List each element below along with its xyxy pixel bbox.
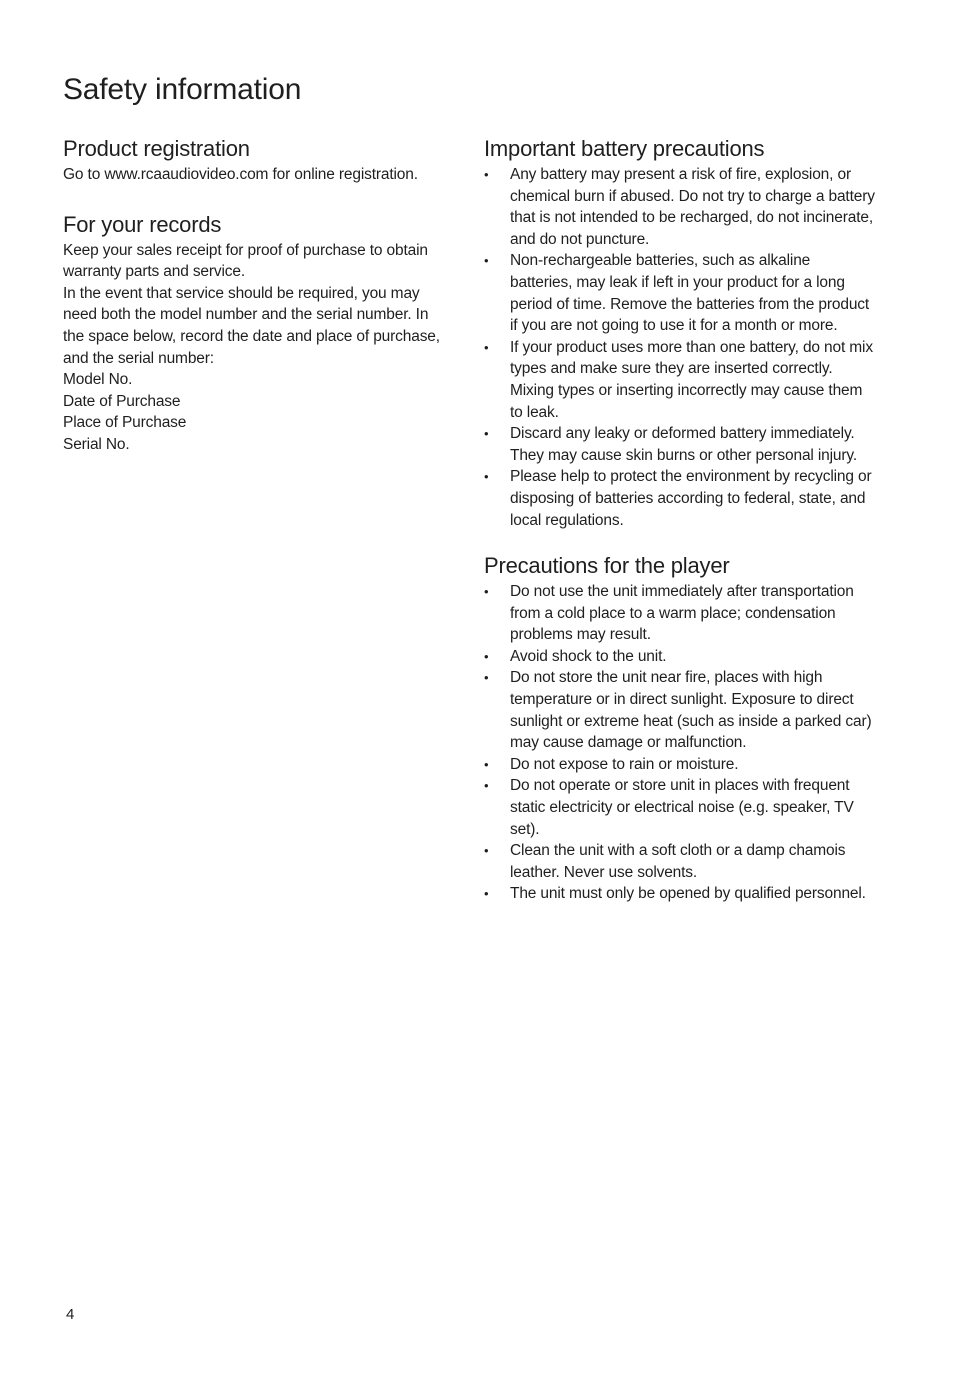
bullet-icon: • bbox=[484, 756, 489, 772]
list-item bbox=[484, 337, 876, 423]
bullet-icon: • bbox=[484, 778, 489, 794]
list-item bbox=[484, 667, 876, 753]
list-item-text: Please help to protect the environment by recycling or disposing of batteries according to federal, state, and local regulations. bbox=[510, 468, 872, 529]
bullet-icon: • bbox=[484, 670, 489, 686]
list-item-text: The unit must only be opened by qualified personnel. bbox=[510, 885, 866, 903]
serial-number-label: Serial No. bbox=[63, 435, 130, 453]
bullet-icon: • bbox=[484, 648, 489, 664]
list-item bbox=[484, 164, 876, 250]
list-item-text: Discard any leaky or deformed battery immediately. They may cause skin burns or other personal injury. bbox=[510, 425, 858, 464]
list-item-text: Do not expose to rain or moisture. bbox=[510, 755, 739, 773]
list-item-text: Non-rechargeable batteries, such as alkaline batteries, may leak if left in your product for a long period of time. Remove the batteries from the product if you are not going to use it for a month or more. bbox=[510, 252, 870, 335]
list-item-text: Avoid shock to the unit. bbox=[510, 647, 667, 665]
product-registration-heading: Product registration bbox=[63, 136, 250, 161]
list-item bbox=[484, 581, 876, 646]
bullet-icon: • bbox=[484, 469, 489, 485]
list-item bbox=[484, 754, 876, 776]
list-item-text: Do not store the unit near fire, places with high temperature or in direct sunlight. Exposure to direct sunlight or extreme heat (such as inside a parked car) may cause damage or malfunction. bbox=[510, 669, 872, 752]
product-registration-section bbox=[63, 134, 443, 186]
for-your-records-section bbox=[63, 210, 443, 456]
bullet-icon: • bbox=[484, 426, 489, 442]
list-item-text: Clean the unit with a soft cloth or a damp chamois leather. Never use solvents. bbox=[510, 842, 846, 881]
bullet-icon: • bbox=[484, 339, 489, 355]
for-your-records-heading: For your records bbox=[63, 211, 222, 237]
right-column bbox=[484, 134, 876, 925]
service-paragraph: In the event that service should be required, you may need both the model number and the serial number. In the space below, record the date and place of purchase, and the serial number: bbox=[63, 284, 440, 367]
bullet-icon: • bbox=[484, 167, 489, 182]
list-item bbox=[484, 840, 876, 883]
list-item-text: Do not use the unit immediately after transportation from a cold place to a warm place; condensation problems may result. bbox=[510, 583, 854, 644]
list-item bbox=[484, 250, 876, 336]
player-precautions-heading: Precautions for the player bbox=[484, 553, 730, 579]
list-item bbox=[484, 423, 876, 466]
bullet-icon: • bbox=[484, 886, 489, 902]
list-item-text: Any battery may present a risk of fire, explosion, or chemical burn if abused. Do not try to charge a battery that is not intended to be recharged, do not incinerate, and do not puncture. bbox=[510, 166, 875, 248]
list-item bbox=[484, 646, 876, 668]
date-of-purchase-label: Date of Purchase bbox=[63, 392, 181, 410]
model-number-label: Model No. bbox=[63, 371, 133, 389]
battery-precautions-section bbox=[484, 134, 876, 531]
left-column bbox=[63, 134, 443, 480]
list-item-text: Do not operate or store unit in places with frequent static electricity or electrical noise (e.g. speaker, TV set). bbox=[510, 777, 854, 838]
player-precautions-list bbox=[484, 581, 876, 905]
receipt-paragraph: Keep your sales receipt for proof of purchase to obtain warranty parts and service. bbox=[63, 241, 428, 281]
list-item bbox=[484, 775, 876, 840]
battery-precautions-list bbox=[484, 164, 876, 531]
bullet-icon: • bbox=[484, 584, 489, 600]
bullet-icon: • bbox=[484, 253, 489, 269]
bullet-icon: • bbox=[484, 843, 489, 859]
player-precautions-section bbox=[484, 551, 876, 905]
place-of-purchase-label: Place of Purchase bbox=[63, 414, 187, 432]
battery-precautions-heading: Important battery precautions bbox=[484, 136, 765, 161]
page-number: 4 bbox=[66, 1306, 75, 1323]
list-item-text: If your product uses more than one battery, do not mix types and make sure they are inserted correctly. Mixing types or inserting incorrectly may cause them to leak. bbox=[510, 338, 873, 421]
page-title: Safety information bbox=[63, 73, 302, 106]
list-item bbox=[484, 883, 876, 905]
list-item bbox=[484, 466, 876, 531]
product-registration-text: Go to www.rcaaudiovideo.com for online registration. bbox=[63, 166, 418, 183]
